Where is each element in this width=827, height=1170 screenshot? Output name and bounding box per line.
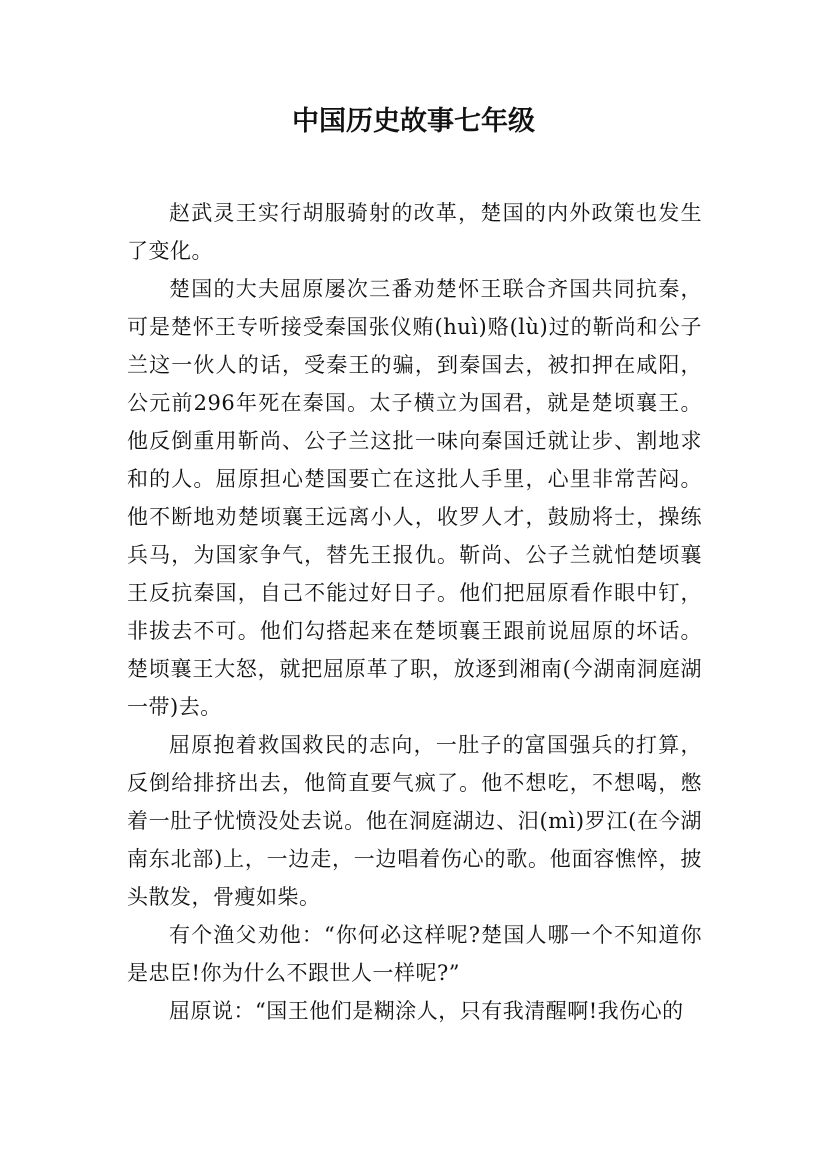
paragraph-5: 屈原说：“国王他们是糊涂人，只有我清醒啊!我伤心的 [169,999,684,1023]
document-body [127,194,702,1030]
paragraph-4: 有个渔父劝他：“你何必这样呢?楚国人哪一个不知道你是忠臣!你为什么不跟世人一样呢?” [127,923,702,985]
paragraph-3: 屈原抱着救国救民的志向，一肚子的富国强兵的打算，反倒给排挤出去，他简直要气疯了。他不想吃，不想喝，憋着一肚子忧愤没处去说。他在洞庭湖边、汨(mì)罗江(在今湖南东北部)上，一边走，一边唱着伤心的歌。他面容憔悴，披头散发，骨瘦如柴。 [127,733,702,909]
document-title: 中国历史故事七年级 [292,106,535,137]
paragraph-2: 楚国的大夫屈原屡次三番劝楚怀王联合齐国共同抗秦，可是楚怀王专听接受秦国张仪贿(huì)赂(lù)过的靳尚和公子兰这一伙人的话，受秦王的骗，到秦国去，被扣押在咸阳，公元前296年死在秦国。太子横立为国君，就是楚顷襄王。他反倒重用靳尚、公子兰这批一味向秦国迁就让步、割地求和的人。屈原担心楚国要亡在这批人手里，心里非常苦闷。他不断地劝楚顷襄王远离小人，收罗人才，鼓励将士，操练兵马，为国家争气，替先王报仇。靳尚、公子兰就怕楚顷襄王反抗秦国，自己不能过好日子。他们把屈原看作眼中钉，非拔去不可。他们勾搭起来在楚顷襄王跟前说屈原的坏话。楚顷襄王大怒，就把屈原革了职，放逐到湘南(今湖南洞庭湖一带)去。 [127,277,702,719]
paragraph-1: 赵武灵王实行胡服骑射的改革，楚国的内外政策也发生了变化。 [127,201,702,263]
